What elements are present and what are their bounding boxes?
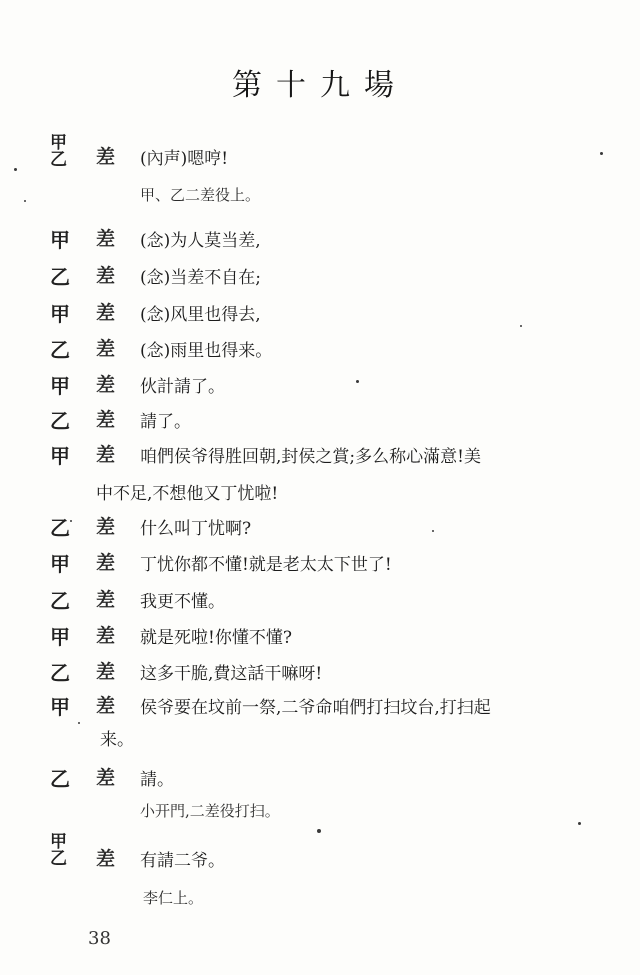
speech-text: (念)风里也得去, [140,305,261,325]
speech-text: (內声)嗯哼! [140,149,229,169]
speaker-label: 乙 [50,265,70,289]
stage-direction [0,184,640,220]
role-label: 差 [96,409,116,431]
role-label: 差 [96,552,116,574]
dialogue-line [0,222,640,258]
role-label: 差 [96,661,116,683]
role-label: 差 [96,265,116,287]
dialogue-line [0,619,640,655]
speech-text: 請。 [140,770,174,790]
dialogue-line [0,135,640,171]
dialogue-line [0,510,640,546]
page-number: 38 [88,928,111,949]
dialogue-line [0,834,640,878]
dialogue-line [0,761,640,797]
role-label: 差 [96,767,116,789]
speech-text: 有請二爷。 [140,851,225,871]
scan-speck [578,822,581,825]
direction-text: 李仁上。 [143,889,204,907]
scan-speck [356,380,359,383]
role-label: 差 [96,228,116,250]
direction-text: 小开門,二差役打扫。 [140,802,280,820]
speech-text: (念)雨里也得来。 [140,341,273,361]
dialogue-line [0,583,640,619]
speaker-label: 甲 [50,302,70,326]
speaker-label-bottom: 乙 [50,150,67,170]
scan-speck [24,200,26,202]
dialogue-line [0,259,640,295]
speaker-label-bottom: 乙 [50,849,67,869]
role-label: 差 [96,589,116,611]
role-label: 差 [96,302,116,324]
scan-speck [600,152,603,155]
speech-text: 咱們侯爷得胜回朝,封侯之賞;多么称心滿意!美 [140,447,481,467]
speaker-label: 甲 [50,625,70,649]
speech-continuation: 中不足,不想他又丁忧啦! [96,484,279,504]
role-label: 差 [96,516,116,538]
speech-text: 侯爷要在坟前一祭,二爷命咱們打扫坟台,打扫起 [140,698,491,718]
speech-text: 丁忧你都不懂!就是老太太下世了! [140,555,392,575]
speech-text: 伙計請了。 [140,377,225,397]
role-label: 差 [96,444,116,466]
scan-speck [14,168,17,171]
scan-speck [317,829,321,833]
speech-text: (念)当差不自在; [140,268,261,288]
scan-speck [520,325,522,327]
speaker-label: 甲 [50,695,70,719]
scan-speck [78,722,80,724]
dialogue-line [0,546,640,582]
speech-text: (念)为人莫当差, [140,231,261,251]
scan-speck [432,530,434,532]
speaker-label: 乙 [50,409,70,433]
speaker-label: 甲 [50,228,70,252]
speaker-label [50,135,67,169]
role-label: 差 [96,338,116,360]
speaker-label: 甲 [50,444,70,468]
speaker-label: 甲 [50,374,70,398]
speaker-label: 乙 [50,661,70,685]
dialogue-line [0,438,640,508]
dialogue-line [0,296,640,332]
role-label: 差 [96,695,116,717]
scene-title: 第十九場 [232,68,408,103]
speaker-label-top: 甲 [50,832,67,852]
dialogue-line [0,368,640,404]
role-label: 差 [96,625,116,647]
speech-text: 請了。 [140,412,191,432]
role-label: 差 [96,146,116,168]
speech-text: 我更不懂。 [140,592,225,612]
role-label: 差 [96,848,116,870]
dialogue-line [0,403,640,439]
speaker-label: 乙 [50,516,70,540]
speaker-label: 甲 [50,552,70,576]
speech-text: 这多干脆,費这話干嘛呀! [140,664,323,684]
dialogue-line [0,332,640,368]
dialogue-line [0,655,640,691]
speaker-label: 乙 [50,589,70,613]
stage-direction [0,887,640,923]
speaker-label-top: 甲 [50,133,67,153]
speaker-label: 乙 [50,767,70,791]
speaker-label: 乙 [50,338,70,362]
dialogue-line [0,689,640,759]
speaker-label [50,834,67,868]
role-label: 差 [96,374,116,396]
scan-speck [70,520,72,522]
speech-text: 就是死啦!你懂不懂? [140,628,292,648]
speech-text: 什么叫丁忧啊? [140,519,252,539]
speech-continuation: 来。 [100,730,134,750]
direction-text: 甲、乙二差役上。 [140,186,261,204]
